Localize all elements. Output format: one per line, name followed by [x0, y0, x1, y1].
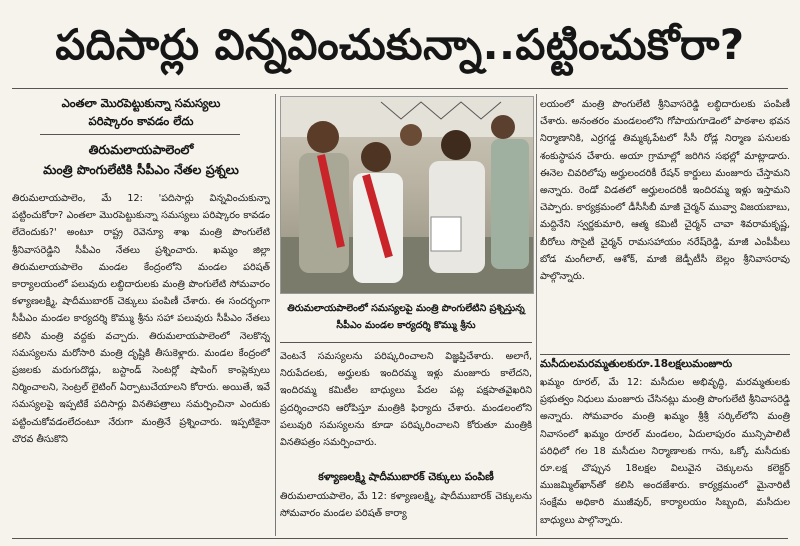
subheading-secondary — [12, 140, 270, 180]
headline: పదిసార్లు విన్నవించుకున్నా..పట్టించుకోరా? — [55, 20, 745, 69]
column-divider-2 — [536, 94, 537, 536]
subheading-primary — [12, 94, 270, 130]
cheques-article — [280, 488, 532, 533]
bottom-rule — [12, 538, 788, 539]
article-column-2-text: వెంటనే సమస్యలను పరిష్కరించాలని విజ్ఞప్తిచేశారు. అలాగే, నిరుపేదలకు, అర్హులకు ఇందిరమ్మ ఇళ్లు మంజూరు కాలేదని, ఇందిరమ్మ కమిటీల బాధ్యులు పేదల పట్ల పక్షపాతవైఖరిని ప్రదర్శించారని ఆరోపిస్తూ మంత్రికి ఫిర్యాదు చేశారు. మండలంలోని పలువురి సమస్యలను కూడా పరిష్కరించాలని కోరుతూ మంత్రికి వినతిపత్రం సమర్పించారు. — [280, 351, 532, 449]
article-column-1-text: తిరుమలాయపాలెం, మే 12: 'పదిసార్లు విన్నవించుకున్నా పట్టించుకోరా? ఎంతలా మొరపెట్టుకున్నా సమస్యలు పరిష్కారం కావడం లేదెందుకు?' అంటూ రాష్ట్ర రెవెన్యూ శాఖ మంత్రి పొంగులేటి శ్రీనివాసరెడ్డిని సీపీఎం నేతలు ప్రశ్నించారు. ఖమ్మం జిల్లా తిరుమలాయపాలెం మండల కేంద్రంలోని మండల పరిషత్ కార్యాలయంలో పలువురు లబ్ధిదారులకు మంత్రి పొంగులేటి సోమవారం కళ్యాణలక్ష్మి, షాదీముబారక్ చెక్కులు పంపిణీ చేశారు. ఈ సందర్భంగా సీపీఎం మండల కార్యదర్శి కొమ్ము శ్రీను సహా పలువురు సీపీఎం నేతలు కలిసి మంత్రి వద్దకు వచ్చారు. తిరుమలాయపాలెంలో నెలకొన్న సమస్యలను మరోసారి మంత్రి దృష్టికి తీసుకెళ్లారు. మండల కేంద్రంలో ప్రజలకు మరుగుదొడ్లు, బస్టాండ్ సెంటర్లో షాపింగ్ కాంప్లెక్సులు నిర్మించాలని, సెంట్రల్ లైటింగ్ ఏర్పాటుచేయాలని కోరారు. అయితే, ఇవే సమస్యలపై ఇప్పటికే పదిసార్లు వినతిపత్రాలు సమర్పించినా ఎందుకు పట్టించుకోవడంలేదంటూ నేరుగా మంత్రినే ప్రశ్నించారు. ఇప్పటికైనా చొరవ తీసుకొని — [12, 193, 270, 445]
mosque-rule — [540, 354, 790, 355]
article-column-3-text: లయంలో మంత్రి పొంగులేటి శ్రీనివాసరెడ్డి లబ్ధిదారులకు పంపిణీ చేశారు. అనంతరం మండలంలోని గోపాయగూడెంలో పాఠశాల భవన నిర్మాణానికి, ఎర్రగడ్డ తిమ్మక్కపేటలో సీసీ రోడ్ల నిర్మాణ పనులకు శంకుస్థాపన చేశారు. అయా గ్రామాల్లో జరిగిన సభల్లో మాట్లాడారు. ఈనెల చివరిలోపు అర్హులందరికీ రేషన్ కార్డులు మంజూరు చేస్తామని అన్నారు. రెండో విడతలో అర్హులందరికీ ఇందిరమ్మ ఇళ్లు ఇస్తామని చెప్పారు. కార్యక్రమంలో డీసీసీబీ మాజీ చైర్మన్ మువ్వా విజయబాబు, మద్దినేని స్వర్ణకుమారి, ఆత్మ కమిటీ చైర్మన్ చావా శివరామకృష్ణ, బీరోలు సొసైటీ చైర్మన్ రామసహాయం నరేష్‌రెడ్డి, మాజీ ఎంపీపీలు బోడ మంగీలాల్, ఆశోక్, మాజీ జెడ్పీటీసీ బెల్లం శ్రీనివాసరావు పాల్గొన్నారు. — [540, 99, 790, 283]
subheading-line-2: పరిష్కారం కావడం లేదు — [88, 114, 194, 128]
top-rule — [12, 88, 788, 89]
caption-rule — [280, 342, 532, 343]
cheques-subheading: కళ్యాణలక్ష్మి షాదీముబారక్ చెక్కులు పంపిణీ — [318, 471, 494, 483]
subheading-divider — [40, 134, 240, 135]
mosque-article — [540, 374, 790, 534]
article-column-2 — [280, 348, 532, 453]
column-divider-1 — [275, 94, 276, 536]
subheading-line-4: మంత్రి పొంగులేటికి సీపీఎం నేతల ప్రశ్నలు — [43, 162, 239, 177]
news-photo-illustration — [281, 97, 533, 293]
subheading-line-1: ఎంతలా మొరపెట్టుకున్నా సమస్యలు — [61, 96, 221, 110]
article-column-3 — [540, 96, 790, 354]
mosque-subheading: మసీదులమరమ్మతులకురూ.18లక్షలుమంజూరు — [540, 358, 733, 370]
news-photo — [280, 96, 534, 294]
article-column-1 — [12, 190, 270, 535]
photo-caption: తిరుమలాయపాలెంలో సమస్యలపై మంత్రి పొంగులేటిని ప్రశ్నిస్తున్న సీపీఎం మండల కార్యదర్శి కొమ్ము శ్రీను — [287, 303, 525, 331]
mosque-article-text: ఖమ్మం రూరల్, మే 12: మసీదుల అభివృద్ధి, మరమ్మతులకు ప్రభుత్వం నిధులు మంజూరు చేసినట్లు మంత్రి పొంగులేటి శ్రీనివాసరెడ్డి అన్నారు. సోమవారం మంత్రి ఖమ్మం శ్రీశ్రీ సర్కిల్‌లోని మంత్రి నివాసంలో ఖమ్మం రూరల్ మండలం, ఏదులాపురం మున్సిపాలిటీ పరిధిలో గల 18 మసీదుల నిర్మాణాలకు గాను, ఒక్కో మసీదుకు రూ.లక్ష చొప్పున 18లక్షల విలువైన చెక్కులను కలెక్టర్ ముజమ్మిల్‌ఖాన్‌తో కలిసి అందజేశారు. కార్యక్రమంలో మైనారిటీ సంక్షేమ అధికారి ముజీవుర్, కార్యాలయం సిబ్బంది, మసీదుల బాధ్యులు పాల్గొన్నారు. — [540, 377, 790, 526]
cheques-article-text: తిరుమలాయపాలెం, మే 12: కళ్యాణలక్ష్మి, షాదీముబారక్ చెక్కులను సోమవారం మండల పరిషత్ కార్యా — [280, 491, 532, 520]
subheading-line-3: తిరుమలాయపాలెంలో — [88, 142, 194, 157]
